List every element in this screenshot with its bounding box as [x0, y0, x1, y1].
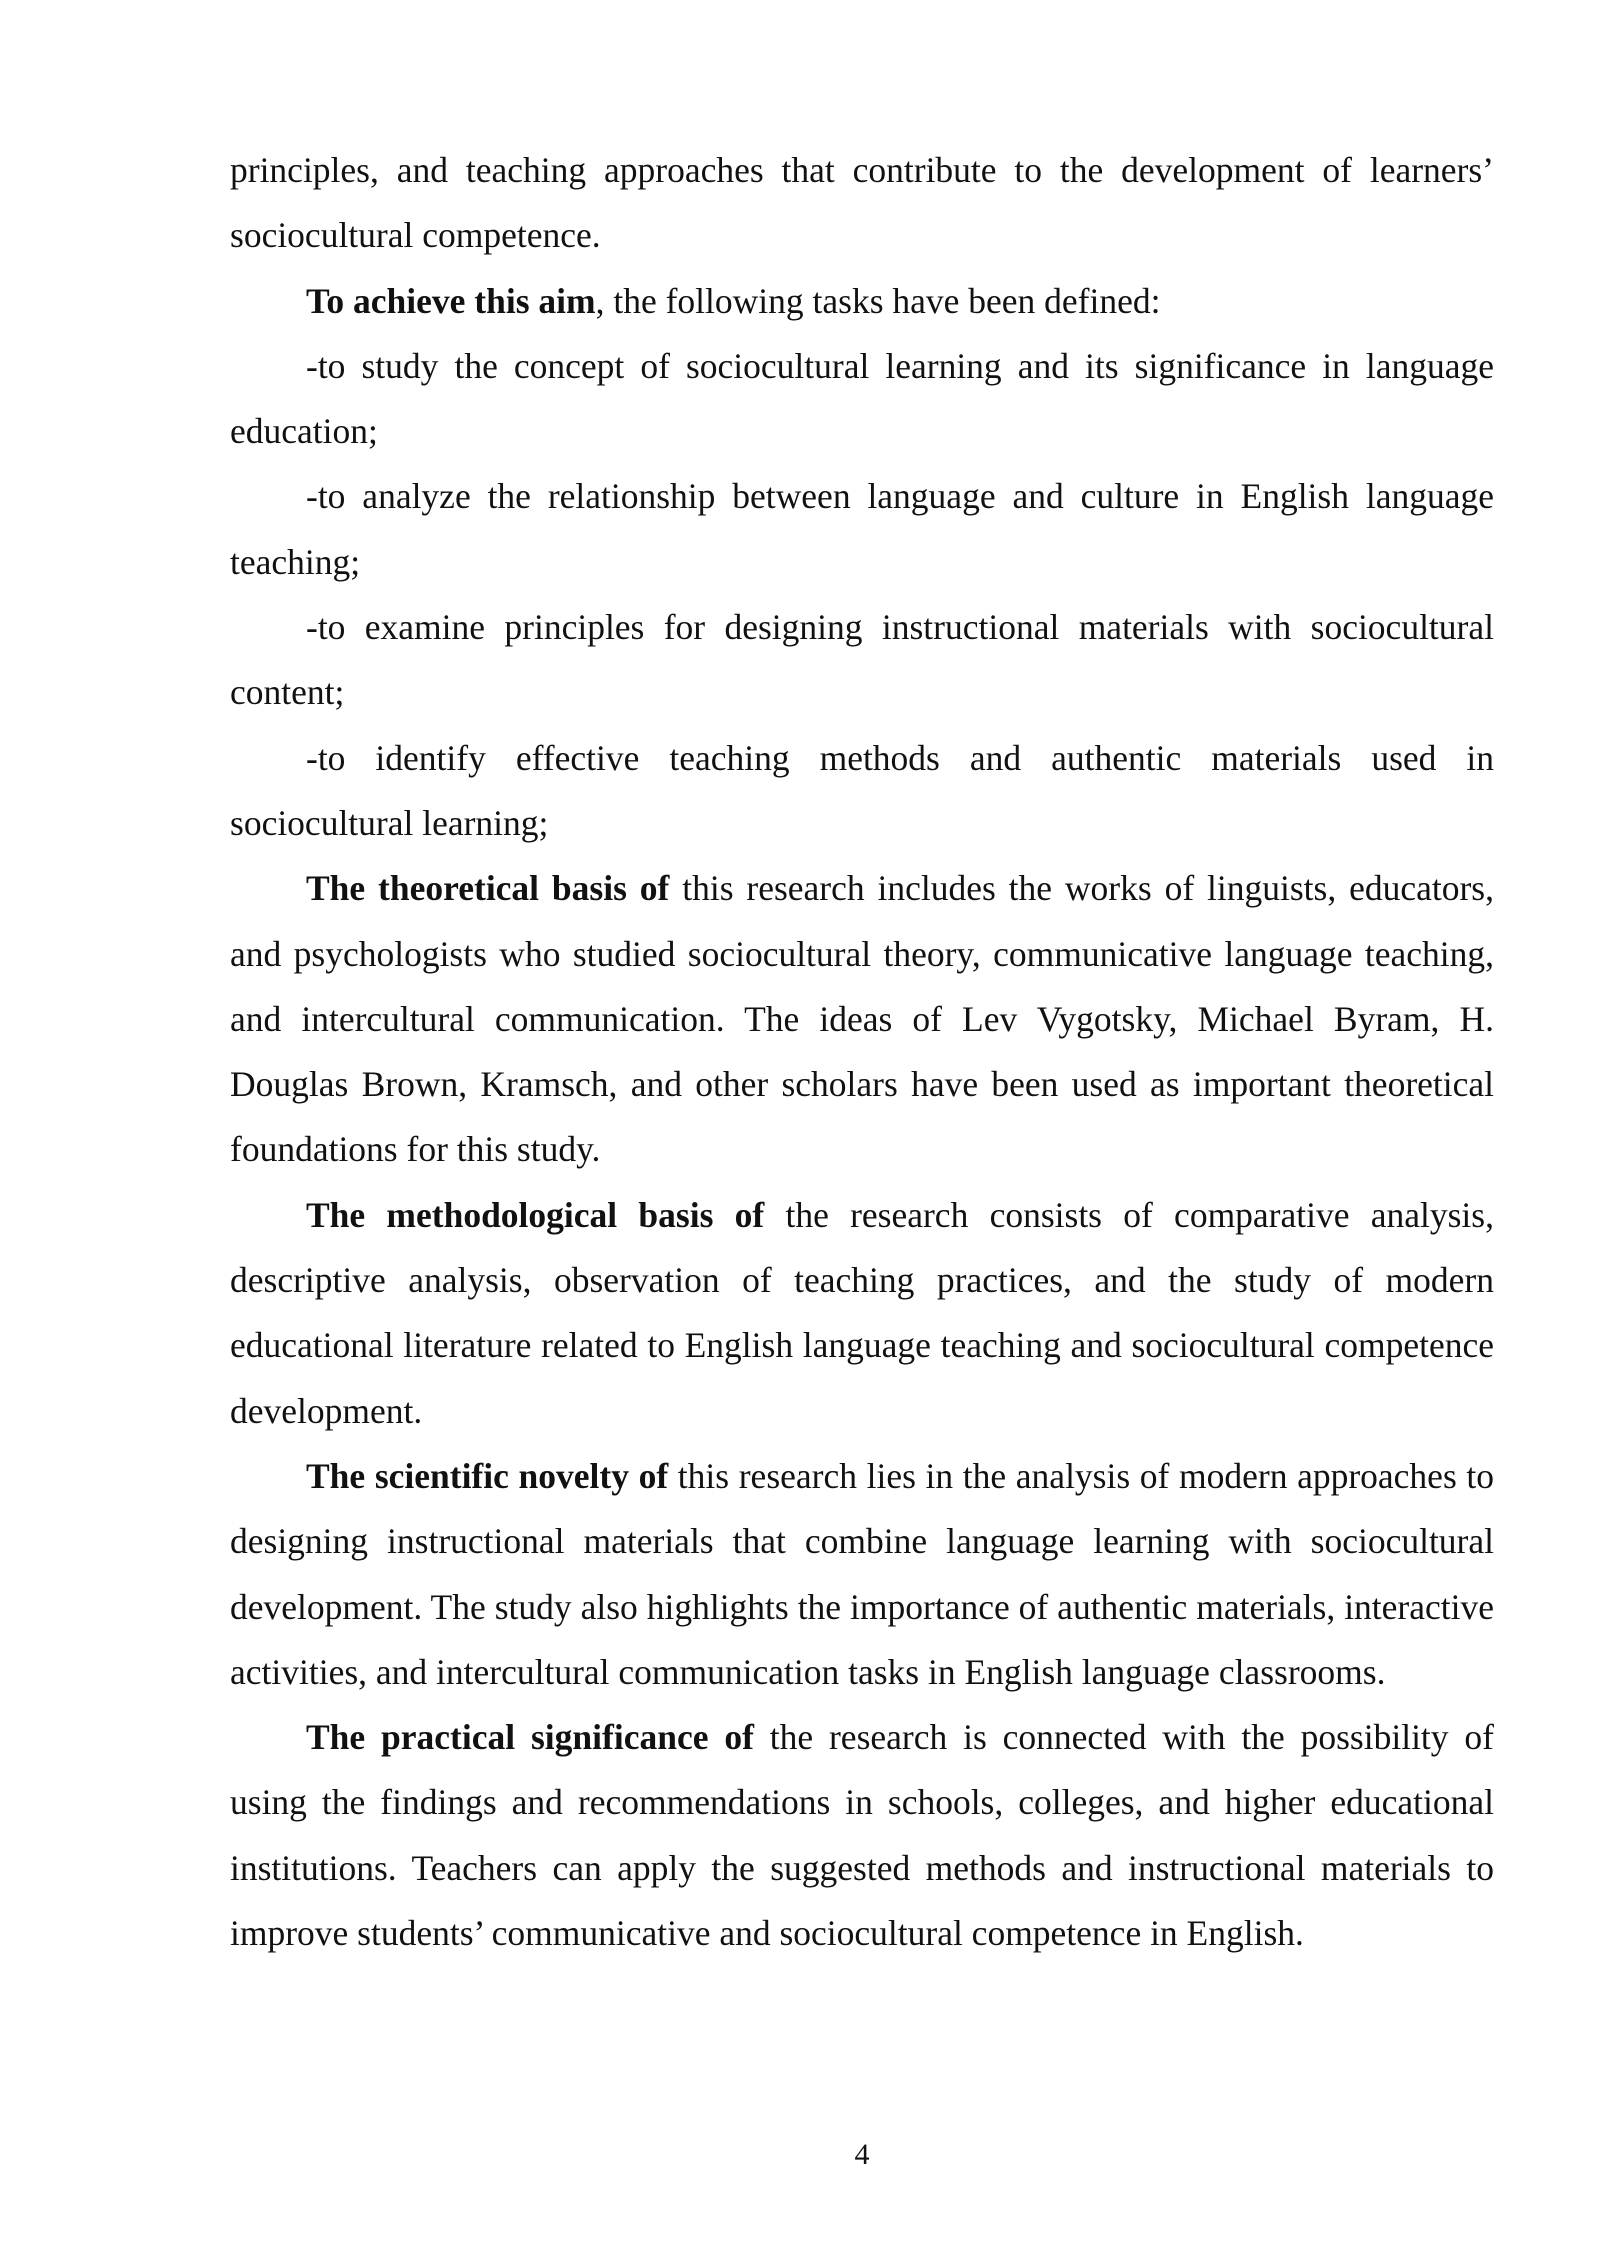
task-text: -to study the concept of sociocultural learning and its significance in language education; [230, 345, 1494, 452]
paragraph-theoretical-basis [230, 856, 1494, 1182]
paragraph-heading: The theoretical basis of [306, 868, 670, 909]
paragraph-text: principles, and teaching approaches that contribute to the development of learners’ sociocultural competence. [230, 150, 1494, 256]
paragraph-heading: To achieve this aim [306, 280, 596, 321]
paragraph-aim [230, 269, 1494, 334]
paragraph-text: this research lies in the analysis of modern approaches to designing instructional materials that combine language learning with sociocultural development. The study also highlights the importance of authentic materials, interactive activities, and intercultural communication tasks in English language classrooms. [230, 1455, 1495, 1692]
paragraph-heading: The practical significance of [306, 1717, 754, 1758]
paragraph-text: , the following tasks have been defined: [595, 280, 1161, 321]
task-item-3 [230, 595, 1494, 726]
paragraph-methodological-basis [230, 1183, 1494, 1444]
task-item-2 [230, 464, 1494, 595]
task-text: -to identify effective teaching methods and authentic materials used in sociocultural learning; [230, 737, 1494, 843]
paragraph-intro-continuation [230, 138, 1494, 269]
paragraph-text: this research includes the works of linguists, educators, and psychologists who studied sociocultural theory, communicative language teaching, and intercultural communication. The ideas of Lev Vygotsky, Michael Byram, H. Douglas Brown, Kramsch, and other scholars have been used as important theoretical foundations for this study. [230, 868, 1494, 1170]
document-body [230, 138, 1494, 1966]
paragraph-scientific-novelty [230, 1444, 1494, 1705]
task-text: -to analyze the relationship between language and culture in English language teaching; [230, 476, 1494, 582]
paragraph-heading: The methodological basis of [306, 1194, 765, 1235]
paragraph-heading: The scientific novelty of [306, 1455, 669, 1496]
paragraph-text: the research consists of comparative analysis, descriptive analysis, observation of teaching practices, and the study of modern educational literature related to English language teaching and sociocultural competence development. [230, 1194, 1494, 1431]
task-item-1 [230, 334, 1494, 465]
paragraph-practical-significance [230, 1705, 1494, 1966]
task-item-4 [230, 726, 1494, 857]
paragraph-text: the research is connected with the possibility of using the findings and recommendations in schools, colleges, and higher educational institutions. Teachers can apply the suggested methods and instructional materials to improve students’ communicative and sociocultural competence in English. [230, 1717, 1494, 1954]
task-text: -to examine principles for designing instructional materials with sociocultural content; [230, 607, 1494, 713]
page-number: 4 [854, 2138, 870, 2171]
